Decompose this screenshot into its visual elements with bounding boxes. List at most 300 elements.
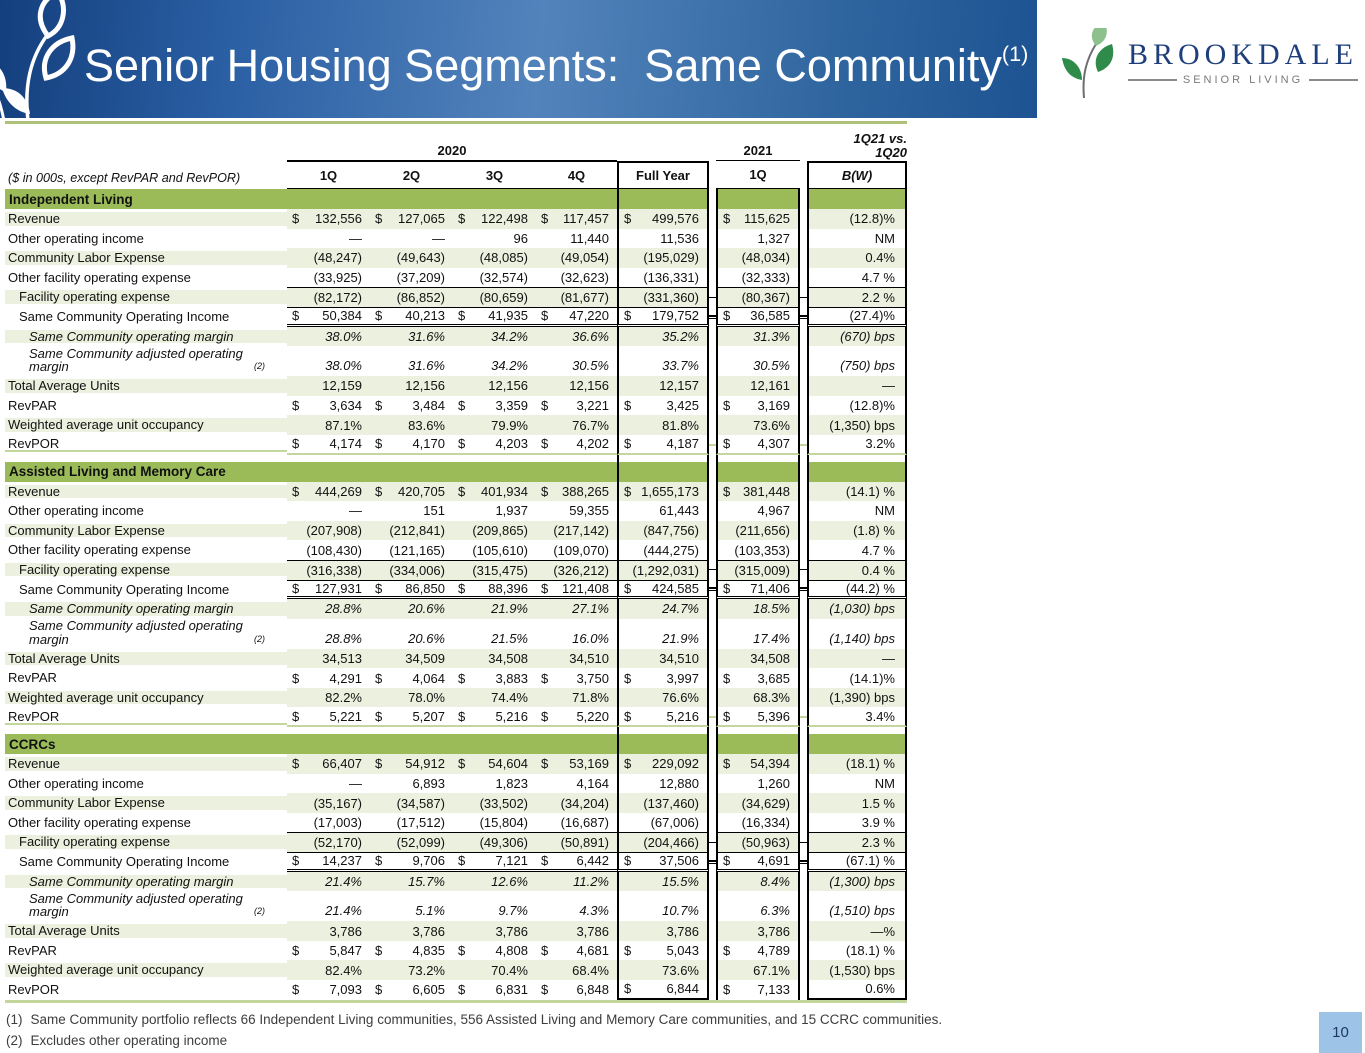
cell-full-year: (444,275) — [617, 540, 709, 560]
cell-bw: (14.1) % — [807, 482, 907, 502]
cell-2q: $ 5,207 — [370, 707, 453, 727]
cell-bw: 4.7 % — [807, 540, 907, 560]
cell-3q: 12,156 — [453, 376, 536, 396]
row-label: Total Average Units — [5, 652, 287, 666]
row-label: Same Community adjusted operating margin $_{(2)}$ — [29, 890, 265, 920]
cell-4q: $ 121,408 — [536, 580, 617, 600]
compare-line1: 1Q21 vs. — [853, 131, 907, 146]
cell-3q: 79.9% — [453, 415, 536, 435]
cell-bw: NM — [807, 229, 907, 249]
cell-bw — [807, 734, 907, 754]
cell-2021: 6.3% — [716, 891, 800, 921]
table-row — [5, 960, 907, 980]
col-header-4q: 4Q — [536, 161, 617, 189]
cell-4q: 4.3% — [579, 903, 609, 919]
row-label: Same Community operating margin — [5, 602, 287, 616]
row-label: Other facility operating expense — [8, 542, 191, 558]
cell-4q: (81,677) — [536, 287, 617, 307]
cell-2021: (211,656) — [716, 521, 800, 541]
cell-full-year: $ 5,216 — [617, 707, 709, 727]
row-label: Same Community adjusted operating margin $_{(2)}$ — [29, 618, 265, 647]
row-label: Same Community operating margin — [5, 330, 287, 344]
row-label: Weighted average unit occupancy — [5, 963, 287, 977]
cell-bw: NM — [807, 774, 907, 794]
cell-4q: $ 6,848 — [541, 982, 609, 998]
cell-full-year: 81.8% — [617, 415, 709, 435]
cell-full-year: (204,466) — [617, 832, 709, 852]
column-gap — [709, 444, 716, 446]
cell-3q: 21.5% — [491, 630, 528, 646]
column-gap — [709, 462, 716, 482]
col-header-1q: 1Q — [287, 161, 370, 189]
page-title — [84, 40, 1028, 92]
cell-1q: (17,003) — [313, 815, 362, 831]
column-gap — [800, 716, 807, 718]
footnote-2-text: Excludes other operating income — [30, 1033, 228, 1048]
cell-bw: 0.6% — [807, 980, 907, 1000]
table-row — [5, 415, 907, 435]
column-gap — [709, 569, 716, 570]
cell-full-year: (847,756) — [617, 521, 709, 541]
cell-full-year: 76.6% — [617, 688, 709, 708]
cell-1q: $ 14,237 — [287, 852, 370, 872]
table-row — [5, 599, 907, 619]
brookdale-tagline — [1128, 74, 1358, 86]
cell-4q: 59,355 — [569, 503, 609, 519]
title-footnote-ref: (1) — [1001, 41, 1029, 66]
cell-1q: 12,159 — [287, 376, 370, 396]
row-label: Other facility operating expense — [8, 269, 191, 285]
cell-3q: (32,574) — [479, 270, 528, 286]
cell-2021: $ 3,685 — [716, 668, 800, 688]
cell-3q: 21.9% — [453, 599, 536, 619]
cell-3q: $ 4,203 — [453, 435, 536, 455]
table-row — [5, 482, 907, 502]
table-row — [5, 327, 907, 347]
cell-3q: $ 6,831 — [458, 982, 528, 998]
cell-bw: (1.8) % — [807, 521, 907, 541]
cell-4q: 36.6% — [536, 327, 617, 347]
cell-bw: (1,350) bps — [807, 415, 907, 435]
cell-4q: (326,212) — [536, 560, 617, 580]
cell-2q: 151 — [423, 503, 445, 519]
cell-full-year: $ 499,576 — [617, 209, 709, 229]
cell-2021: (48,034) — [716, 248, 800, 268]
table-row — [5, 521, 907, 541]
table-row — [5, 872, 907, 892]
row-label: RevPOR — [5, 437, 287, 453]
cell-3q: 74.4% — [453, 688, 536, 708]
cell-4q: $ 53,169 — [536, 754, 617, 774]
cell-bw — [807, 455, 907, 462]
cell-1q: 38.0% — [287, 327, 370, 347]
brookdale-logo — [1062, 28, 1362, 98]
column-gap — [709, 716, 716, 718]
cell-bw: (1,030) bps — [807, 599, 907, 619]
cell-bw: 4.7 % — [807, 268, 907, 288]
cell-2q: (86,852) — [370, 287, 453, 307]
cell-2021: $ 4,691 — [716, 852, 800, 872]
cell-2q: (37,209) — [396, 270, 445, 286]
cell-3q: (315,475) — [453, 560, 536, 580]
cell-2q: $ 4,835 — [375, 943, 445, 959]
cell-full-year: $ 229,092 — [617, 754, 709, 774]
cell-2021 — [716, 462, 800, 482]
cell-4q: 3,786 — [536, 921, 617, 941]
cell-1q: — — [349, 503, 362, 519]
cell-2021: 30.5% — [716, 346, 800, 376]
cell-4q: 76.7% — [536, 415, 617, 435]
cell-2q: 73.2% — [370, 960, 453, 980]
cell-1q: 87.1% — [287, 415, 370, 435]
cell-3q: 96 — [513, 230, 528, 246]
cell-1q: $ 3,634 — [292, 398, 362, 414]
cell-4q: (50,891) — [536, 832, 617, 852]
header-banner — [0, 0, 1037, 118]
table-row — [5, 921, 907, 941]
table-row — [5, 435, 907, 455]
cell-2q: (52,099) — [370, 832, 453, 852]
table-row — [5, 396, 907, 416]
cell-1q: 21.4% — [287, 872, 370, 892]
cell-2021: $ 71,406 — [716, 580, 800, 600]
table-row — [5, 774, 907, 794]
cell-bw: — — [807, 376, 907, 396]
cell-bw: 2.2 % — [807, 287, 907, 307]
cell-2021: $ 115,625 — [716, 209, 800, 229]
cell-3q: (209,865) — [453, 521, 536, 541]
cell-3q: $ 401,934 — [453, 482, 536, 502]
cell-3q: 3,786 — [453, 921, 536, 941]
cell-4q: 68.4% — [536, 960, 617, 980]
cell-1q: 82.4% — [287, 960, 370, 980]
cell-4q: $ 4,202 — [536, 435, 617, 455]
cell-3q: $ 7,121 — [453, 852, 536, 872]
cell-2q: 20.6% — [408, 630, 445, 646]
cell-2q: 6,893 — [412, 775, 445, 791]
cell-1q: (33,925) — [313, 270, 362, 286]
cell-1q: (207,908) — [287, 521, 370, 541]
cell-2021: 1,327 — [716, 229, 800, 249]
cell-2021: 68.3% — [716, 688, 800, 708]
cell-2q: $ 9,706 — [370, 852, 453, 872]
column-gap — [800, 161, 807, 189]
cell-1q: 3,786 — [287, 921, 370, 941]
cell-4q: 16.0% — [572, 630, 609, 646]
row-label: Same Community Operating Income — [19, 581, 230, 597]
cell-3q: 1,937 — [495, 503, 528, 519]
cell-bw: (12.8)% — [807, 209, 907, 229]
cell-2q: $ 6,605 — [375, 982, 445, 998]
cell-2021: 8.4% — [716, 872, 800, 892]
cell-4q: $ 6,442 — [536, 852, 617, 872]
cell-3q: (80,659) — [453, 287, 536, 307]
row-label: Facility operating expense — [5, 835, 287, 849]
cell-full-year: $ 424,585 — [617, 580, 709, 600]
cell-full-year: (67,006) — [617, 813, 709, 833]
row-label: RevPAR — [8, 670, 57, 686]
tagline-text: SENIOR LIVING — [1182, 74, 1304, 86]
cell-2021: 31.3% — [716, 327, 800, 347]
cell-4q: (34,204) — [536, 793, 617, 813]
cell-1q: $ 66,407 — [287, 754, 370, 774]
brookdale-logo-text — [1128, 40, 1358, 86]
cell-bw: (1,510) bps — [807, 891, 907, 921]
cell-1q: 28.8% — [325, 630, 362, 646]
cell-1q: $ 444,269 — [287, 482, 370, 502]
cell-3q: $ 54,604 — [453, 754, 536, 774]
cell-3q: 12.6% — [453, 872, 536, 892]
cell-1q: (35,167) — [287, 793, 370, 813]
cell-4q: 27.1% — [536, 599, 617, 619]
cell-2021: 67.1% — [716, 960, 800, 980]
cell-1q: $ 7,093 — [292, 982, 362, 998]
cell-bw: (18.1) % — [807, 941, 907, 961]
cell-1q: (48,247) — [287, 248, 370, 268]
table-row — [5, 832, 907, 852]
column-gap — [800, 315, 807, 319]
column-gap — [800, 860, 807, 864]
year-2020-header: 2020 — [287, 143, 617, 161]
row-label: Other operating income — [8, 503, 144, 519]
row-label: Weighted average unit occupancy — [5, 418, 287, 432]
cell-full-year — [617, 189, 709, 209]
column-gap — [709, 727, 716, 734]
cell-bw: 2.3 % — [807, 832, 907, 852]
cell-1q: — — [349, 775, 362, 791]
cell-4q: $ 4,681 — [541, 943, 609, 959]
section-title: Independent Living — [5, 189, 617, 209]
table-row — [5, 619, 907, 649]
section-header-row — [5, 189, 907, 209]
column-gap — [800, 587, 807, 591]
row-label: Revenue — [5, 485, 287, 499]
cell-full-year: $ 3,425 — [617, 396, 709, 416]
cell-1q: (316,338) — [287, 560, 370, 580]
table-row — [5, 668, 907, 688]
col-header-2q: 2Q — [370, 161, 453, 189]
table-row — [5, 707, 907, 727]
row-label: Total Average Units — [5, 379, 287, 393]
section-header-row — [5, 734, 907, 754]
cell-2q: 78.0% — [370, 688, 453, 708]
cell-1q: 34,513 — [287, 649, 370, 669]
cell-2q: $ 4,170 — [370, 435, 453, 455]
cell-bw: (1,390) bps — [807, 688, 907, 708]
cell-2q: 5.1% — [415, 903, 445, 919]
cell-full-year: (331,360) — [617, 287, 709, 307]
cell-full-year: 24.7% — [617, 599, 709, 619]
table-row — [5, 287, 907, 307]
cell-4q: (217,142) — [536, 521, 617, 541]
cell-2q: $ 127,065 — [370, 209, 453, 229]
cell-1q: 28.8% — [287, 599, 370, 619]
cell-bw — [807, 727, 907, 734]
cell-3q: $ 3,359 — [458, 398, 528, 414]
cell-bw: (18.1) % — [807, 754, 907, 774]
cell-full-year: $ 3,997 — [617, 668, 709, 688]
table-row — [5, 941, 907, 961]
cell-3q: 9.7% — [498, 903, 528, 919]
table-row — [5, 229, 907, 249]
cell-full-year: $ 37,506 — [617, 852, 709, 872]
section-gap-row — [5, 727, 907, 734]
cell-3q: $ 4,808 — [458, 943, 528, 959]
cell-2021: $ 36,585 — [716, 307, 800, 327]
cell-4q: 4,164 — [576, 775, 609, 791]
cell-4q: $ 3,221 — [541, 398, 609, 414]
cell-1q: $ 4,291 — [292, 670, 362, 686]
cell-bw: 0.4% — [807, 248, 907, 268]
cell-full-year: (195,029) — [617, 248, 709, 268]
cell-4q: 71.8% — [536, 688, 617, 708]
cell-4q: $ 117,457 — [536, 209, 617, 229]
cell-2021: 34,508 — [716, 649, 800, 669]
cell-1q: (82,172) — [287, 287, 370, 307]
cell-bw: (670) bps — [807, 327, 907, 347]
cell-1q: 38.0% — [325, 358, 362, 374]
row-label: Facility operating expense — [5, 563, 287, 577]
cell-full-year: 73.6% — [617, 960, 709, 980]
row-label: Total Average Units — [5, 924, 287, 938]
cell-1q: $ 4,174 — [287, 435, 370, 455]
column-gap — [709, 189, 716, 209]
table-body — [5, 189, 907, 1000]
cell-bw: (67.1) % — [807, 852, 907, 872]
cell-2q: 12,156 — [370, 376, 453, 396]
cell-1q: $ 5,847 — [292, 943, 362, 959]
compare-header — [807, 132, 907, 161]
row-label: Community Labor Expense — [5, 524, 287, 538]
cell-full-year: 3,786 — [617, 921, 709, 941]
row-label: RevPAR — [8, 397, 57, 413]
gap-spacer — [5, 727, 617, 734]
table-row — [5, 852, 907, 872]
cell-1q: 21.4% — [325, 903, 362, 919]
row-label: Other facility operating expense — [8, 814, 191, 830]
cell-2021: $ 4,789 — [716, 941, 800, 961]
cell-bw: (14.1)% — [807, 668, 907, 688]
cell-4q: $ 388,265 — [536, 482, 617, 502]
cell-3q: 1,823 — [495, 775, 528, 791]
table-row — [5, 688, 907, 708]
cell-2021: 1,260 — [716, 774, 800, 794]
cell-2q: $ 3,484 — [375, 398, 445, 414]
cell-bw: (750) bps — [807, 346, 907, 376]
cell-2q: 15.7% — [370, 872, 453, 892]
cell-3q: (33,502) — [453, 793, 536, 813]
col-header-2021-1q: 1Q — [716, 161, 800, 189]
cell-4q: 11,440 — [570, 230, 609, 246]
column-gap — [800, 297, 807, 298]
brookdale-leaf-icon — [1062, 28, 1118, 98]
cell-2q: (17,512) — [396, 815, 445, 831]
cell-full-year — [617, 734, 709, 754]
table-row — [5, 754, 907, 774]
cell-2021: 73.6% — [716, 415, 800, 435]
column-gap — [800, 727, 807, 734]
table-row — [5, 540, 907, 560]
cell-bw — [807, 189, 907, 209]
cell-2021: $ 5,396 — [716, 707, 800, 727]
cell-2q: 31.6% — [408, 358, 445, 374]
cell-3q: $ 5,216 — [453, 707, 536, 727]
row-label: Revenue — [5, 212, 287, 226]
cell-4q: (49,054) — [536, 248, 617, 268]
cell-bw: (1,140) bps — [807, 619, 907, 649]
cell-bw: (1,530) bps — [807, 960, 907, 980]
cell-full-year: $ 5,043 — [617, 941, 709, 961]
row-label: Other operating income — [8, 230, 144, 246]
cell-4q: 30.5% — [572, 358, 609, 374]
cell-bw: 3.4% — [807, 707, 907, 727]
col-header-full-year: Full Year — [617, 161, 709, 189]
cell-bw: —% — [807, 921, 907, 941]
cell-full-year: 21.9% — [617, 619, 709, 649]
cell-2q: — — [432, 230, 445, 246]
table-row — [5, 307, 907, 327]
cell-1q: $ 132,556 — [287, 209, 370, 229]
cell-1q: $ 5,221 — [287, 707, 370, 727]
column-gap — [800, 462, 807, 482]
cell-2021: (103,353) — [716, 540, 800, 560]
footnote-1-number: (1) — [6, 1012, 23, 1027]
cell-3q: 34.2% — [453, 327, 536, 347]
table-row — [5, 891, 907, 921]
financial-table — [5, 121, 907, 1003]
cell-2q: (34,587) — [370, 793, 453, 813]
cell-full-year: $ 1,655,173 — [617, 482, 709, 502]
cell-2q: 31.6% — [370, 327, 453, 347]
tagline-rule-left — [1128, 79, 1177, 81]
cell-bw: (27.4)% — [807, 307, 907, 327]
cell-4q: $ 47,220 — [536, 307, 617, 327]
row-label: Same Community operating margin — [5, 875, 287, 889]
cell-full-year: $ 179,752 — [617, 307, 709, 327]
cell-bw: 3.9 % — [807, 813, 907, 833]
cell-2q: $ 40,213 — [370, 307, 453, 327]
footnote-1-text: Same Community portfolio reflects 66 Independent Living communities, 556 Assisted Living and Memory Care communities, and 15 CCRC communities. — [30, 1012, 943, 1027]
compare-line2: 1Q20 — [875, 145, 907, 160]
column-gap — [709, 315, 716, 319]
cell-2021: $ 381,448 — [716, 482, 800, 502]
year-2021-header: 2021 — [716, 143, 800, 161]
cell-full-year — [617, 455, 709, 462]
column-gap — [709, 297, 716, 298]
cell-bw — [807, 462, 907, 482]
cell-2q: $ 54,912 — [370, 754, 453, 774]
cell-full-year: (136,331) — [617, 268, 709, 288]
cell-3q: (105,610) — [472, 542, 528, 558]
cell-3q: (48,085) — [453, 248, 536, 268]
column-gap — [800, 842, 807, 843]
section-title: CCRCs — [5, 734, 617, 754]
cell-2021: 4,967 — [716, 501, 800, 521]
cell-3q: 34,508 — [453, 649, 536, 669]
table-row — [5, 248, 907, 268]
cell-full-year: 12,880 — [617, 774, 709, 794]
cell-full-year: $ 6,844 — [617, 980, 709, 1000]
cell-3q: 70.4% — [453, 960, 536, 980]
cell-3q: $ 3,883 — [458, 670, 528, 686]
cell-full-year: 61,443 — [617, 501, 709, 521]
table-row — [5, 560, 907, 580]
cell-2021: 3,786 — [716, 921, 800, 941]
footnote-1 — [6, 1009, 942, 1030]
cell-4q: $ 5,220 — [536, 707, 617, 727]
cell-full-year: (1,292,031) — [617, 560, 709, 580]
cell-4q: (32,623) — [560, 270, 609, 286]
